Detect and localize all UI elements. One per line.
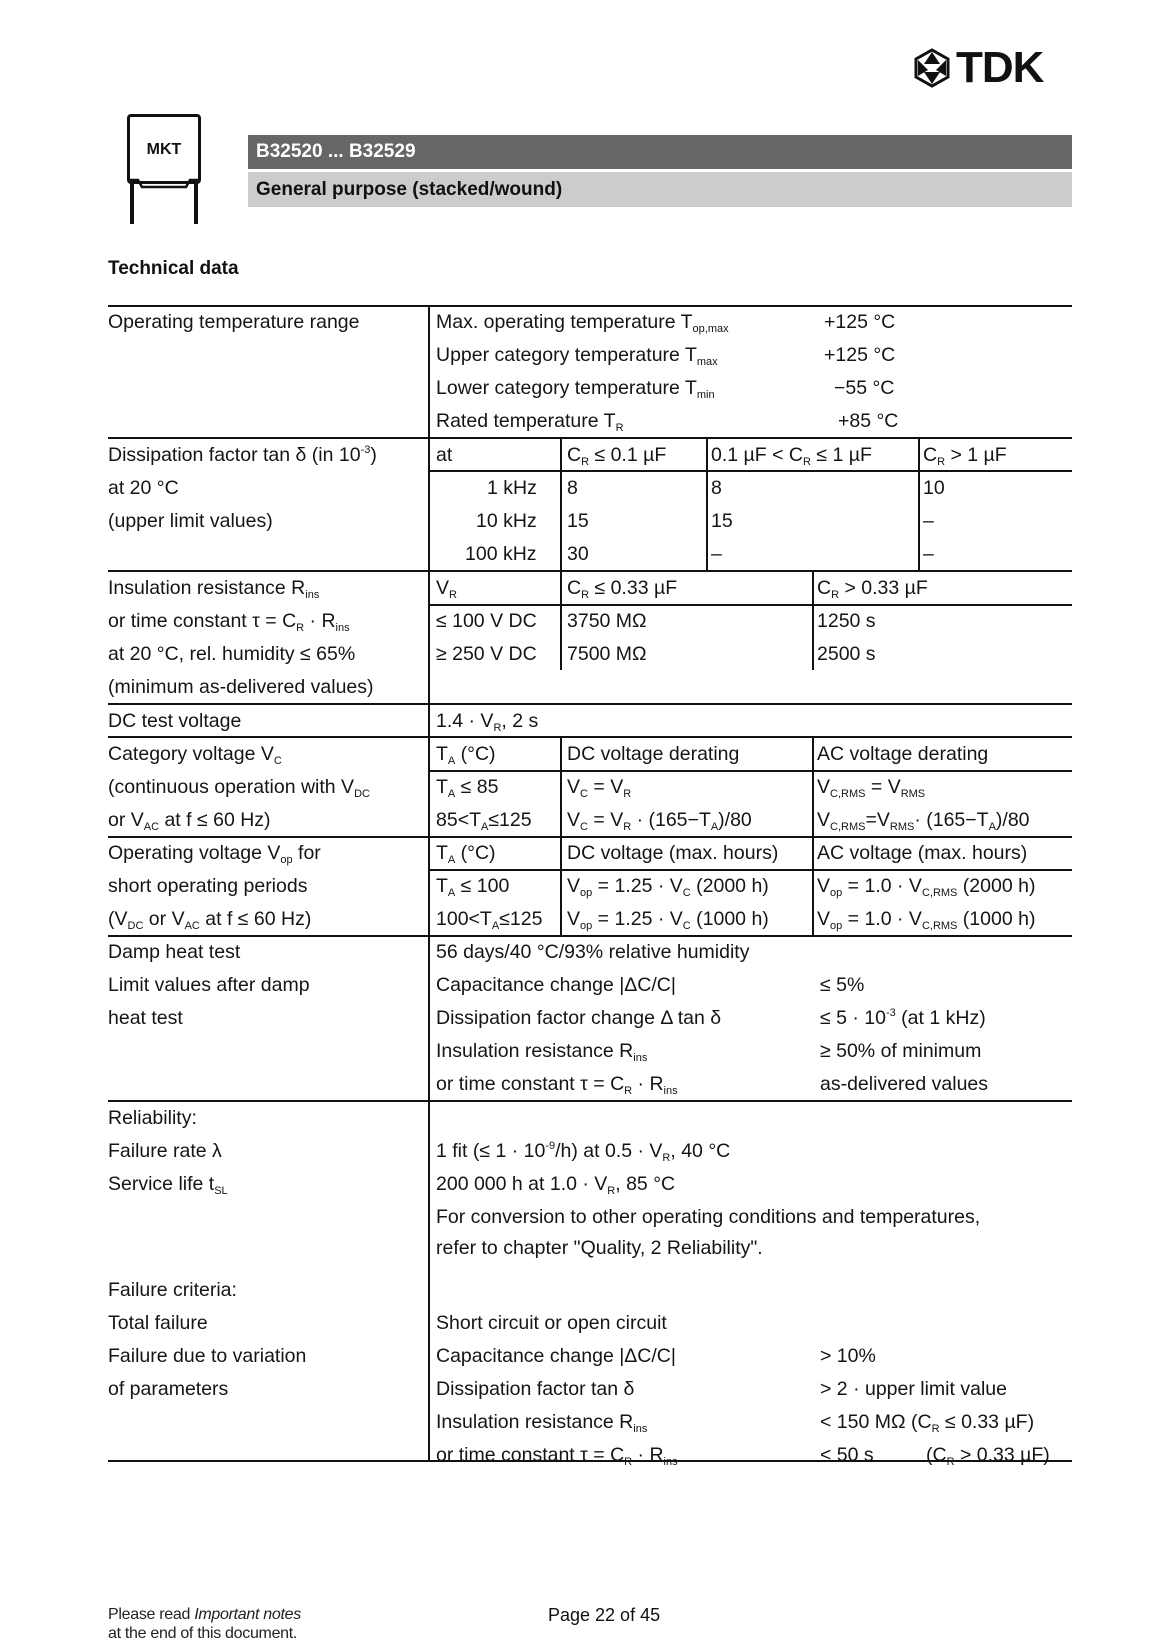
table-rule-horizontal: [108, 836, 1072, 838]
table-cell-text: 15: [567, 510, 589, 532]
table-cell-text: –: [923, 510, 934, 532]
table-cell-text: +85 °C: [838, 410, 899, 432]
table-cell-text: Dissipation factor change Δ tan δ: [436, 1007, 722, 1029]
table-cell-text: > 10%: [820, 1345, 876, 1367]
table-cell-text: $C_R \le 0.33$ µF: [567, 577, 678, 601]
table-cell-text: or time constant $\tau = C_R \cdot R_{ins}$: [436, 1073, 678, 1097]
table-cell-text: 1250 s: [817, 610, 876, 632]
table-cell-text: ≤ 5%: [820, 974, 865, 996]
page-number: Page 22 of 45: [548, 1605, 661, 1625]
table-cell-text: refer to chapter "Quality, 2 Reliability".: [436, 1237, 763, 1259]
subtitle-band: General purpose (stacked/wound): [248, 172, 1072, 207]
table-cell-text: Failure criteria:: [108, 1279, 237, 1301]
table-cell-text: ≥ 250 V DC: [436, 643, 537, 665]
table-cell-text: 100 kHz: [465, 543, 537, 565]
table-cell-text: Category voltage $V_C$: [108, 743, 282, 767]
table-cell-text: Insulation resistance $R_{ins}$: [108, 577, 320, 601]
table-cell-text: Short circuit or open circuit: [436, 1312, 667, 1334]
table-rule-horizontal: [428, 869, 1072, 871]
table-cell-text: < 50 s: [820, 1444, 874, 1466]
table-cell-text: Dissipation factor tan δ: [436, 1378, 635, 1400]
table-cell-text: at 20 °C, rel. humidity ≤ 65%: [108, 643, 356, 665]
table-cell-text: 200 000 h at $1.0 \cdot V_R$, 85 °C: [436, 1173, 676, 1197]
table-cell-text: $85<T_A\le 125$: [436, 809, 532, 833]
table-cell-text: For conversion to other operating conditions and temperatures,: [436, 1206, 981, 1228]
table-cell-text: DC voltage (max. hours): [567, 842, 779, 864]
table-cell-text: –: [923, 543, 934, 565]
table-cell-text: DC voltage derating: [567, 743, 740, 765]
table-cell-text: 30: [567, 543, 589, 565]
table-cell-text: $V_{C,RMS} = V_{RMS}$: [817, 776, 926, 800]
table-cell-text: AC voltage derating: [817, 743, 989, 765]
table-cell-text: Total failure: [108, 1312, 208, 1334]
table-cell-text: (minimum as-delivered values): [108, 676, 374, 698]
important-notes-link[interactable]: Important notes: [194, 1606, 301, 1623]
table-cell-text: $V_R$: [436, 577, 457, 601]
table-cell-text: < 150 MΩ ($C_R \le 0.33$ µF): [820, 1411, 1035, 1435]
footer-note: [108, 1605, 301, 1643]
mkt-badge: MKT: [146, 141, 182, 158]
table-cell-text: 1 kHz: [487, 477, 537, 499]
table-cell-text: or time constant $\tau = C_R \cdot R_{ins}$: [108, 610, 350, 634]
table-cell-text: Reliability:: [108, 1107, 197, 1129]
table-cell-text: ≤ $5 \cdot 10^{-3}$ (at 1 kHz): [820, 1007, 986, 1029]
table-rule-vertical: [706, 437, 708, 570]
series-title-band: B32520 ... B32529: [248, 135, 1072, 169]
table-rule-horizontal: [428, 470, 1072, 472]
table-cell-text: $V_{op} = 1.0 \cdot V_{C,RMS}$ (1000 h): [817, 908, 1036, 932]
capacitor-notch-icon: [128, 178, 200, 190]
footer-note-line2: at the end of this document.: [108, 1625, 298, 1642]
table-cell-text: (continuous operation with $V_{DC}$: [108, 776, 370, 800]
table-cell-text: $C_R > 1$ µF: [923, 444, 1007, 468]
table-cell-text: 3750 MΩ: [567, 610, 647, 632]
table-cell-text: $C_R > 0.33$ µF: [817, 577, 928, 601]
table-cell-text: 8: [567, 477, 578, 499]
table-cell-text: Operating voltage $V_{op}$ for: [108, 842, 321, 866]
table-rule-horizontal: [108, 736, 1072, 738]
table-cell-text: Insulation resistance $R_{ins}$: [436, 1411, 648, 1435]
table-cell-text: $V_C = V_R$: [567, 776, 632, 800]
table-cell-text: $T_A \le 100$: [436, 875, 510, 899]
table-cell-text: or time constant $\tau = C_R \cdot R_{ins}$: [436, 1444, 678, 1468]
table-rule-vertical: [428, 305, 430, 1460]
table-cell-text: or $V_{AC}$ at f ≤ 60 Hz): [108, 809, 271, 833]
table-cell-text: Upper category temperature $T_{max}$: [436, 344, 718, 368]
table-rule-vertical: [560, 570, 562, 670]
table-cell-text: (upper limit values): [108, 510, 273, 532]
tdk-logo: [912, 43, 1044, 92]
table-cell-text: $1.4 \cdot V_R$, 2 s: [436, 710, 539, 734]
table-rule-vertical: [560, 437, 562, 570]
footer-note-prefix: Please read: [108, 1606, 195, 1623]
table-cell-text: 2500 s: [817, 643, 876, 665]
table-cell-text: 15: [711, 510, 733, 532]
table-cell-text: Capacitance change |ΔC/C|: [436, 1345, 676, 1367]
table-cell-text: 1 fit (≤ $1 \cdot 10^{-9}/h$) at $0.5 \cdot V_R$, 40 °C: [436, 1140, 731, 1164]
table-rule-horizontal: [108, 437, 1072, 439]
table-cell-text: $C_R \le 0.1$ µF: [567, 444, 667, 468]
table-cell-text: 8: [711, 477, 722, 499]
table-cell-text: $V_{C,RMS}=V_{RMS}\cdot (165-T_A)/80$: [817, 809, 1030, 833]
table-cell-text: $100<T_A\le 125$: [436, 908, 543, 932]
table-rule-horizontal: [428, 770, 1072, 772]
table-rule-vertical: [918, 437, 920, 570]
table-cell-text: $V_{op} = 1.25 \cdot V_C$ (1000 h): [567, 908, 769, 932]
capacitor-icon: [127, 114, 201, 184]
section-title: Technical data: [108, 258, 239, 279]
table-rule-vertical: [812, 570, 814, 670]
table-cell-text: Rated temperature $T_R$: [436, 410, 624, 434]
table-cell-text: Max. operating temperature $T_{op,max}$: [436, 311, 729, 335]
table-cell-text: −55 °C: [834, 377, 895, 399]
table-rule-vertical: [560, 836, 562, 935]
table-rule-vertical: [560, 736, 562, 836]
table-cell-text: 10 kHz: [476, 510, 537, 532]
table-rule-horizontal: [108, 570, 1072, 572]
table-cell-text: Failure rate λ: [108, 1140, 222, 1162]
table-cell-text: 7500 MΩ: [567, 643, 647, 665]
table-cell-text: –: [711, 543, 722, 565]
table-cell-text: 0.1 $\mu F < C_R \le 1$ µF: [711, 444, 872, 468]
table-rule-horizontal: [108, 935, 1072, 937]
table-cell-text: $T_A$ (°C): [436, 842, 496, 866]
table-cell-text: 10: [923, 477, 945, 499]
table-cell-text: Capacitance change |ΔC/C|: [436, 974, 676, 996]
table-cell-text: Service life $t_{SL}$: [108, 1173, 228, 1197]
table-cell-text: $V_{op} = 1.25 \cdot V_C$ (2000 h): [567, 875, 769, 899]
table-rule-horizontal: [428, 604, 1072, 606]
table-cell-text: ≥ 50% of minimum: [820, 1040, 982, 1062]
table-cell-text: short operating periods: [108, 875, 308, 897]
table-cell-text: $T_A \le 85$: [436, 776, 499, 800]
brand-name: TDK: [956, 43, 1044, 92]
table-cell-text: ≤ 100 V DC: [436, 610, 537, 632]
table-cell-text: Dissipation factor tan δ (in $10^{-3}$): [108, 444, 377, 466]
tdk-logo-icon: [912, 48, 952, 88]
table-cell-text: +125 °C: [824, 311, 896, 333]
table-cell-text: at 20 °C: [108, 477, 179, 499]
table-cell-text: Lower category temperature $T_{min}$: [436, 377, 715, 401]
table-cell-text: > 2 · upper limit value: [820, 1378, 1007, 1400]
table-rule-horizontal: [108, 305, 1072, 307]
table-cell-text: ($C_R > 0.33$ µF): [926, 1444, 1050, 1468]
table-cell-text: AC voltage (max. hours): [817, 842, 1028, 864]
table-cell-text: at: [436, 444, 453, 466]
table-rule-vertical: [812, 836, 814, 935]
table-cell-text: Insulation resistance $R_{ins}$: [436, 1040, 648, 1064]
table-cell-text: 56 days/40 °C/93% relative humidity: [436, 941, 750, 963]
table-cell-text: DC test voltage: [108, 710, 242, 732]
table-cell-text: $V_{op} = 1.0 \cdot V_{C,RMS}$ (2000 h): [817, 875, 1036, 899]
table-cell-text: ($V_{DC}$ or $V_{AC}$ at f ≤ 60 Hz): [108, 908, 312, 932]
table-cell-text: Limit values after damp: [108, 974, 310, 996]
table-cell-text: Failure due to variation: [108, 1345, 307, 1367]
table-rule-horizontal: [108, 1100, 1072, 1102]
table-cell-text: heat test: [108, 1007, 183, 1029]
table-cell-text: +125 °C: [824, 344, 896, 366]
table-rule-vertical: [812, 736, 814, 836]
table-rule-horizontal: [108, 703, 1072, 705]
table-cell-text: Operating temperature range: [108, 311, 360, 333]
table-cell-text: $T_A$ (°C): [436, 743, 496, 767]
table-cell-text: $V_C = V_R \cdot (165-T_A)/80$: [567, 809, 752, 833]
table-cell-text: Damp heat test: [108, 941, 241, 963]
table-cell-text: of parameters: [108, 1378, 229, 1400]
table-cell-text: as-delivered values: [820, 1073, 989, 1095]
